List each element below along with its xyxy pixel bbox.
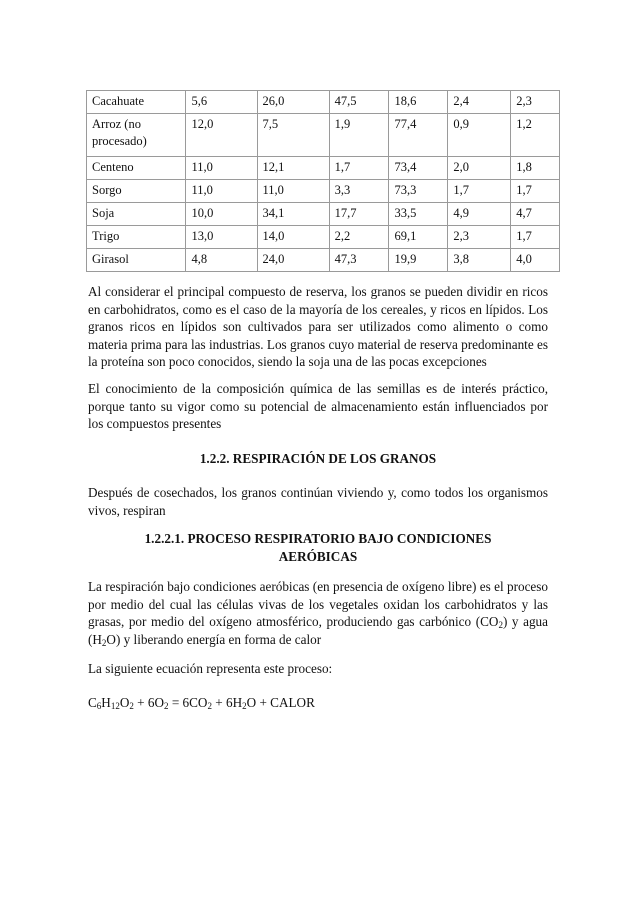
eq-part: O (119, 695, 130, 710)
table-cell-value: 1,7 (511, 226, 560, 249)
eq-sub: 6 (96, 701, 102, 711)
eq-sub: 2 (207, 701, 212, 711)
table-cell-value: 3,8 (448, 249, 511, 272)
eq-part: + 6H (211, 695, 243, 710)
table-row (87, 157, 560, 180)
eq-sub: 12 (110, 701, 120, 711)
table-row (87, 114, 560, 157)
section-heading-respiration: 1.2.2. RESPIRACIÓN DE LOS GRANOS (199, 451, 437, 466)
table-cell-grain: Sorgo (87, 180, 186, 203)
table-cell-value: 7,5 (257, 114, 329, 157)
table-cell-value: 3,3 (329, 180, 389, 203)
table-cell-value: 11,0 (186, 157, 257, 180)
eq-sub: 2 (242, 701, 247, 711)
table-row (87, 226, 560, 249)
table-row (87, 249, 560, 272)
table-cell-grain: Trigo (87, 226, 186, 249)
table-cell-value: 2,4 (448, 91, 511, 114)
table-cell-value: 73,3 (389, 180, 448, 203)
table-cell-grain: Cacahuate (87, 91, 186, 114)
table-cell-value: 77,4 (389, 114, 448, 157)
eq-part: H (101, 695, 111, 710)
table-cell-grain: Soja (87, 203, 186, 226)
eq-sub: 2 (164, 701, 169, 711)
table-row (87, 91, 560, 114)
table-cell-value: 13,0 (186, 226, 257, 249)
table-cell-value: 4,8 (186, 249, 257, 272)
table-cell-value: 12,0 (186, 114, 257, 157)
p4-text-a: La respiración bajo condiciones aeróbicas (en presencia de oxígeno libre) es el proceso por medio del cual las células vivas de los vegetales oxidan los carbohidratos y las grasas, por medio del oxígeno atmosférico, produciendo gas carbónico (CO (88, 579, 548, 629)
respiration-equation (88, 694, 548, 712)
eq-sub: 2 (129, 701, 134, 711)
paragraph-equation-intro: La siguiente ecuación representa este proceso: (88, 661, 333, 676)
subsection-heading-line-1: 1.2.2.1. PROCESO RESPIRATORIO BAJO CONDICIONES (144, 531, 492, 546)
table-cell-value: 10,0 (186, 203, 257, 226)
paragraph-chemical-composition: El conocimiento de la composición química de las semillas es de interés práctico, porque tanto su vigor como su potencial de almacenamiento están influenciados por los compuestos presentes (88, 381, 548, 431)
table-cell-value: 2,3 (448, 226, 511, 249)
table-cell-value: 69,1 (389, 226, 448, 249)
table-cell-value: 5,6 (186, 91, 257, 114)
table-cell-value: 11,0 (257, 180, 329, 203)
table-cell-value: 1,2 (511, 114, 560, 157)
eq-part: C (88, 695, 97, 710)
table-cell-value: 47,3 (329, 249, 389, 272)
table-cell-value: 17,7 (329, 203, 389, 226)
table-cell-value: 11,0 (186, 180, 257, 203)
p4-sub-1: 2 (498, 620, 503, 630)
table-cell-value: 1,9 (329, 114, 389, 157)
table-cell-value: 12,1 (257, 157, 329, 180)
table-cell-value: 4,7 (511, 203, 560, 226)
table-cell-value: 2,3 (511, 91, 560, 114)
table-cell-value: 73,4 (389, 157, 448, 180)
table-row (87, 203, 560, 226)
table-cell-value: 34,1 (257, 203, 329, 226)
table-cell-grain: Girasol (87, 249, 186, 272)
p4-text-c: O) y liberando energía en forma de calor (106, 631, 322, 647)
eq-part: = 6CO (168, 695, 208, 710)
table-cell-value: 0,9 (448, 114, 511, 157)
eq-part: + 6O (133, 695, 165, 710)
table-cell-value: 14,0 (257, 226, 329, 249)
table-cell-value: 33,5 (389, 203, 448, 226)
paragraph-grains-respire: Después de cosechados, los granos continúan viviendo y, como todos los organismos vivos, respiran (88, 485, 548, 518)
subsection-heading-aerobic (88, 530, 548, 565)
paragraph-aerobic-respiration (88, 578, 548, 648)
table-cell-value: 19,9 (389, 249, 448, 272)
eq-part: O + CALOR (246, 695, 315, 710)
composition-table (86, 90, 560, 272)
table-cell-grain: Arroz (no procesado) (87, 114, 186, 157)
p4-sub-2: 2 (101, 637, 107, 648)
table-cell-value: 1,7 (448, 180, 511, 203)
table-cell-value: 1,7 (511, 180, 560, 203)
paragraph-reserve-compounds: Al considerar el principal compuesto de reserva, los granos se pueden dividir en ricos en carbohidratos, como es el caso de la mayoría de los cereales, y ricos en lípidos. Los granos ricos en lípidos son cultivados para ser utilizados como alimento o como materia prima para las industrias. Los granos cuyo material de reserva predominante es la proteína son poco conocidos, siendo la soja una de las pocas excepciones (88, 284, 548, 369)
table-cell-value: 4,0 (511, 249, 560, 272)
table-cell-value: 18,6 (389, 91, 448, 114)
table-cell-value: 2,0 (448, 157, 511, 180)
table-cell-value: 47,5 (329, 91, 389, 114)
table-cell-value: 1,7 (329, 157, 389, 180)
table-cell-grain: Centeno (87, 157, 186, 180)
table-cell-value: 2,2 (329, 226, 389, 249)
table-cell-value: 24,0 (257, 249, 329, 272)
table-cell-value: 1,8 (511, 157, 560, 180)
table-cell-value: 4,9 (448, 203, 511, 226)
table-cell-value: 26,0 (257, 91, 329, 114)
p4-text-b: ) y agua (H (88, 614, 548, 647)
table-row (87, 180, 560, 203)
subsection-heading-line-2: AERÓBICAS (278, 548, 358, 564)
